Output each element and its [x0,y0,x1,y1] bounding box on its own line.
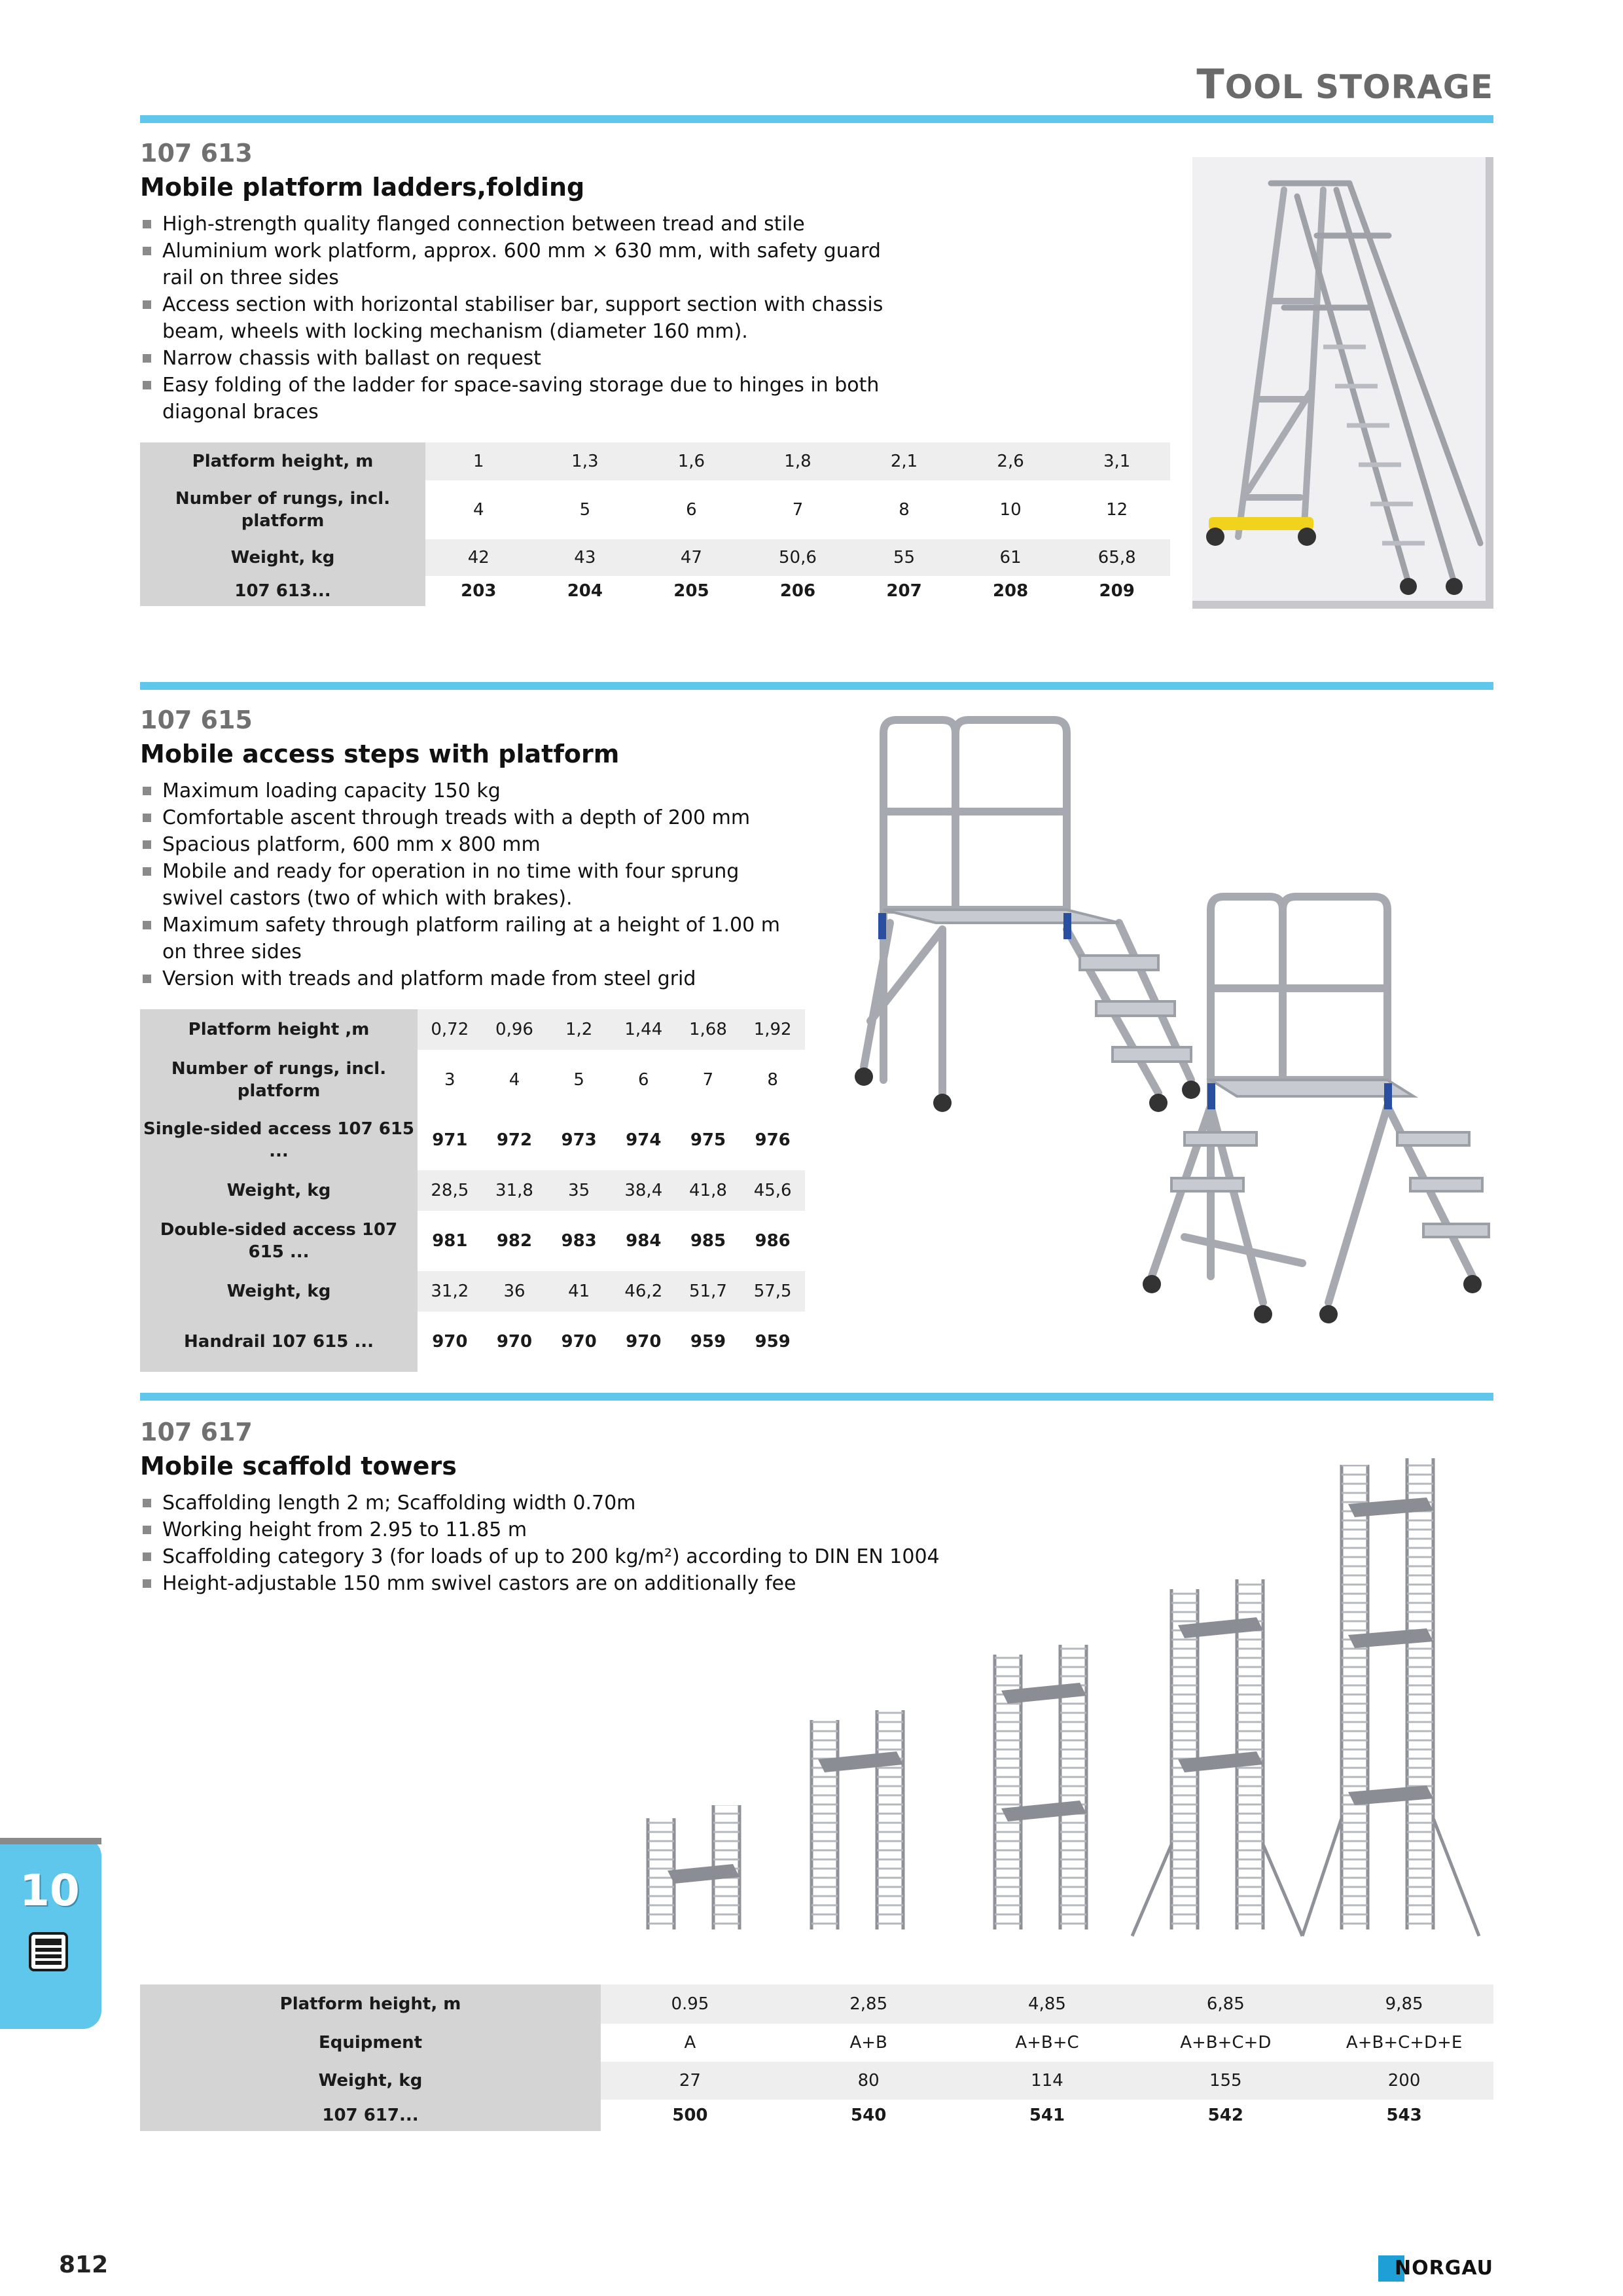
feature-item: Aluminium work platform, approx. 600 mm × 630 mm, with safety guard rail on three sides [140,238,912,291]
table-cell: 6 [638,1070,649,1090]
feature-item: Maximum loading capacity 150 kg [140,778,794,804]
table-cell: 47 [638,539,745,576]
table-row [140,539,1170,576]
feature-item: Scaffolding category 3 (for loads of up to 200 kg/m²) according to DIN EN 1004 [140,1543,991,1570]
table-cell: 984 [626,1231,662,1251]
row-label: Weight, kg [140,1271,418,1312]
table-cell: 5 [573,1070,584,1090]
row-label: Weight, kg [140,2062,601,2100]
section-divider-2 [140,682,1493,690]
table-cell: 986 [755,1231,791,1251]
table-cell: 1,68 [676,1009,741,1050]
table-row [140,1050,805,1110]
section-header-title: TOOL STORAGE [1196,60,1493,108]
table-cell: 206 [779,581,816,601]
table-cell: 7 [792,500,804,520]
table-row [140,2100,1493,2131]
table-cell: 1,3 [532,442,639,480]
row-label: Number of rungs, incl. platform [140,480,425,539]
table-cell: 4 [508,1070,520,1090]
table-cell: 971 [432,1130,468,1150]
table-cell: 5 [579,500,591,520]
table-cell: 31,8 [482,1170,547,1211]
chapter-number: 10 [20,1865,80,1916]
table-cell: 41,8 [676,1170,741,1211]
row-label: 107 617... [140,2100,601,2131]
table-cell: 1 [425,442,532,480]
product-title-107615: Mobile access steps with platform [140,740,620,768]
table-cell: 57,5 [740,1271,805,1312]
table-cell: 3,1 [1063,442,1170,480]
table-cell: 6,85 [1136,1984,1315,2024]
feature-item: Narrow chassis with ballast on request [140,345,912,372]
spec-table-107613 [140,442,1170,606]
table-row [140,480,1170,539]
table-row [140,1009,805,1050]
table-row [140,1110,805,1170]
row-label: Weight, kg [140,1170,418,1211]
table-cell: 46,2 [611,1271,676,1312]
table-cell: 985 [690,1231,726,1251]
table-cell: 6 [686,500,697,520]
feature-item: Height-adjustable 150 mm swivel castors are on additionally fee [140,1570,991,1597]
table-cell: A+B+C+D+E [1346,2033,1463,2053]
table-row [140,442,1170,480]
table-cell: 42 [425,539,532,576]
row-label: Double-sided access 107 615 ... [140,1211,418,1271]
table-cell: 972 [496,1130,533,1150]
table-cell: 976 [755,1130,791,1150]
table-cell: 970 [432,1332,468,1352]
feature-item: Spacious platform, 600 mm x 800 mm [140,831,794,858]
table-cell: 209 [1099,581,1135,601]
table-cell: 0.95 [601,1984,779,2024]
table-cell: 51,7 [676,1271,741,1312]
row-label: Handrail 107 615 ... [140,1312,418,1372]
table-cell: 205 [673,581,709,601]
table-cell: 12 [1106,500,1128,520]
table-cell: 10 [999,500,1022,520]
table-row [140,576,1170,606]
table-cell: 8 [767,1070,778,1090]
table-cell: 970 [561,1332,597,1352]
table-cell: 3 [444,1070,455,1090]
product-code-107617: 107 617 [140,1418,253,1446]
table-cell: 27 [601,2062,779,2100]
table-cell: 55 [851,539,957,576]
feature-item: Comfortable ascent through treads with a depth of 200 mm [140,804,794,831]
table-cell: 8 [899,500,910,520]
table-cell: 542 [1207,2106,1243,2125]
row-label: Single-sided access 107 615 ... [140,1110,418,1170]
table-cell: 65,8 [1063,539,1170,576]
table-cell: 540 [851,2106,887,2125]
table-cell: 155 [1136,2062,1315,2100]
feature-item: Access section with horizontal stabiliser bar, support section with chassis beam, wheels with locking mechanism (diameter 160 mm). [140,291,912,345]
table-cell: 1,6 [638,442,745,480]
page-number: 812 [59,2251,109,2278]
tool-cabinet-icon [27,1931,69,1973]
access-steps-image [844,713,1499,1355]
table-row [140,1271,805,1312]
spec-table-107615 [140,1009,805,1372]
row-label: Equipment [140,2024,601,2062]
product-code-107615: 107 615 [140,706,253,734]
table-cell: A+B [849,2033,887,2053]
table-cell: 45,6 [740,1170,805,1211]
table-cell: 207 [886,581,922,601]
feature-list-107615 [140,778,794,992]
table-cell: 61 [957,539,1064,576]
table-cell: 114 [958,2062,1137,2100]
table-row [140,2062,1493,2100]
row-label: Weight, kg [140,539,425,576]
brand-name: NORGAU [1395,2257,1493,2280]
table-cell: 9,85 [1315,1984,1493,2024]
table-cell: 200 [1315,2062,1493,2100]
row-label: Number of rungs, incl. platform [140,1050,418,1110]
table-cell: 0,96 [482,1009,547,1050]
table-cell: 43 [532,539,639,576]
table-cell: 970 [496,1332,533,1352]
product-code-107613: 107 613 [140,139,253,168]
table-cell: 974 [626,1130,662,1150]
table-cell: 981 [432,1231,468,1251]
feature-list-107613 [140,211,912,425]
feature-item: Working height from 2.95 to 11.85 m [140,1516,991,1543]
table-cell: 50,6 [745,539,851,576]
product-title-107617: Mobile scaffold towers [140,1452,457,1480]
table-cell: 959 [755,1332,791,1352]
table-row [140,1211,805,1271]
table-cell: 2,1 [851,442,957,480]
table-row [140,1312,805,1372]
table-cell: 959 [690,1332,726,1352]
table-cell: 41 [546,1271,611,1312]
feature-item: Maximum safety through platform railing at a height of 1.00 m on three sides [140,912,794,965]
table-cell: 204 [567,581,603,601]
table-cell: 0,72 [418,1009,482,1050]
table-cell: 7 [702,1070,714,1090]
table-cell: 1,8 [745,442,851,480]
table-cell: 80 [779,2062,958,2100]
table-cell: 543 [1386,2106,1422,2125]
product-title-107613: Mobile platform ladders,folding [140,173,585,202]
table-cell: 541 [1029,2106,1065,2125]
scaffold-towers-image [628,1452,1493,1949]
table-cell: 4,85 [958,1984,1137,2024]
table-cell: 1,44 [611,1009,676,1050]
table-cell: 2,6 [957,442,1064,480]
table-cell: 982 [496,1231,533,1251]
table-cell: 203 [461,581,497,601]
table-cell: 970 [626,1332,662,1352]
table-cell: 500 [672,2106,708,2125]
table-cell: 208 [992,581,1029,601]
table-cell: 36 [482,1271,547,1312]
table-row [140,1170,805,1211]
row-label: 107 613... [140,576,425,606]
feature-item: Scaffolding length 2 m; Scaffolding width 0.70m [140,1490,991,1516]
table-cell: A+B+C+D [1180,2033,1272,2053]
feature-item: Version with treads and platform made from steel grid [140,965,794,992]
table-cell: 1,2 [546,1009,611,1050]
feature-item: High-strength quality flanged connection between tread and stile [140,211,912,238]
table-cell: 2,85 [779,1984,958,2024]
table-cell: A+B+C [1015,2033,1079,2053]
table-cell: 975 [690,1130,726,1150]
row-label: Platform height, m [140,1984,601,2024]
table-cell: 28,5 [418,1170,482,1211]
table-cell: 4 [473,500,484,520]
table-cell: 31,2 [418,1271,482,1312]
section-divider-3 [140,1393,1493,1401]
platform-ladder-image [1192,157,1493,609]
table-cell: 38,4 [611,1170,676,1211]
table-cell: A [684,2033,696,2053]
table-cell: 983 [561,1231,597,1251]
table-cell: 1,92 [740,1009,805,1050]
table-row [140,1984,1493,2024]
row-label: Platform height, m [140,442,425,480]
feature-item: Easy folding of the ladder for space-saving storage due to hinges in both diagonal braces [140,372,912,425]
section-divider-1 [140,115,1493,123]
table-row [140,2024,1493,2062]
feature-item: Mobile and ready for operation in no time with four sprung swivel castors (two of which with brakes). [140,858,794,912]
table-cell: 973 [561,1130,597,1150]
row-label: Platform height ,m [140,1009,418,1050]
spec-table-107617 [140,1984,1493,2131]
table-cell: 35 [546,1170,611,1211]
